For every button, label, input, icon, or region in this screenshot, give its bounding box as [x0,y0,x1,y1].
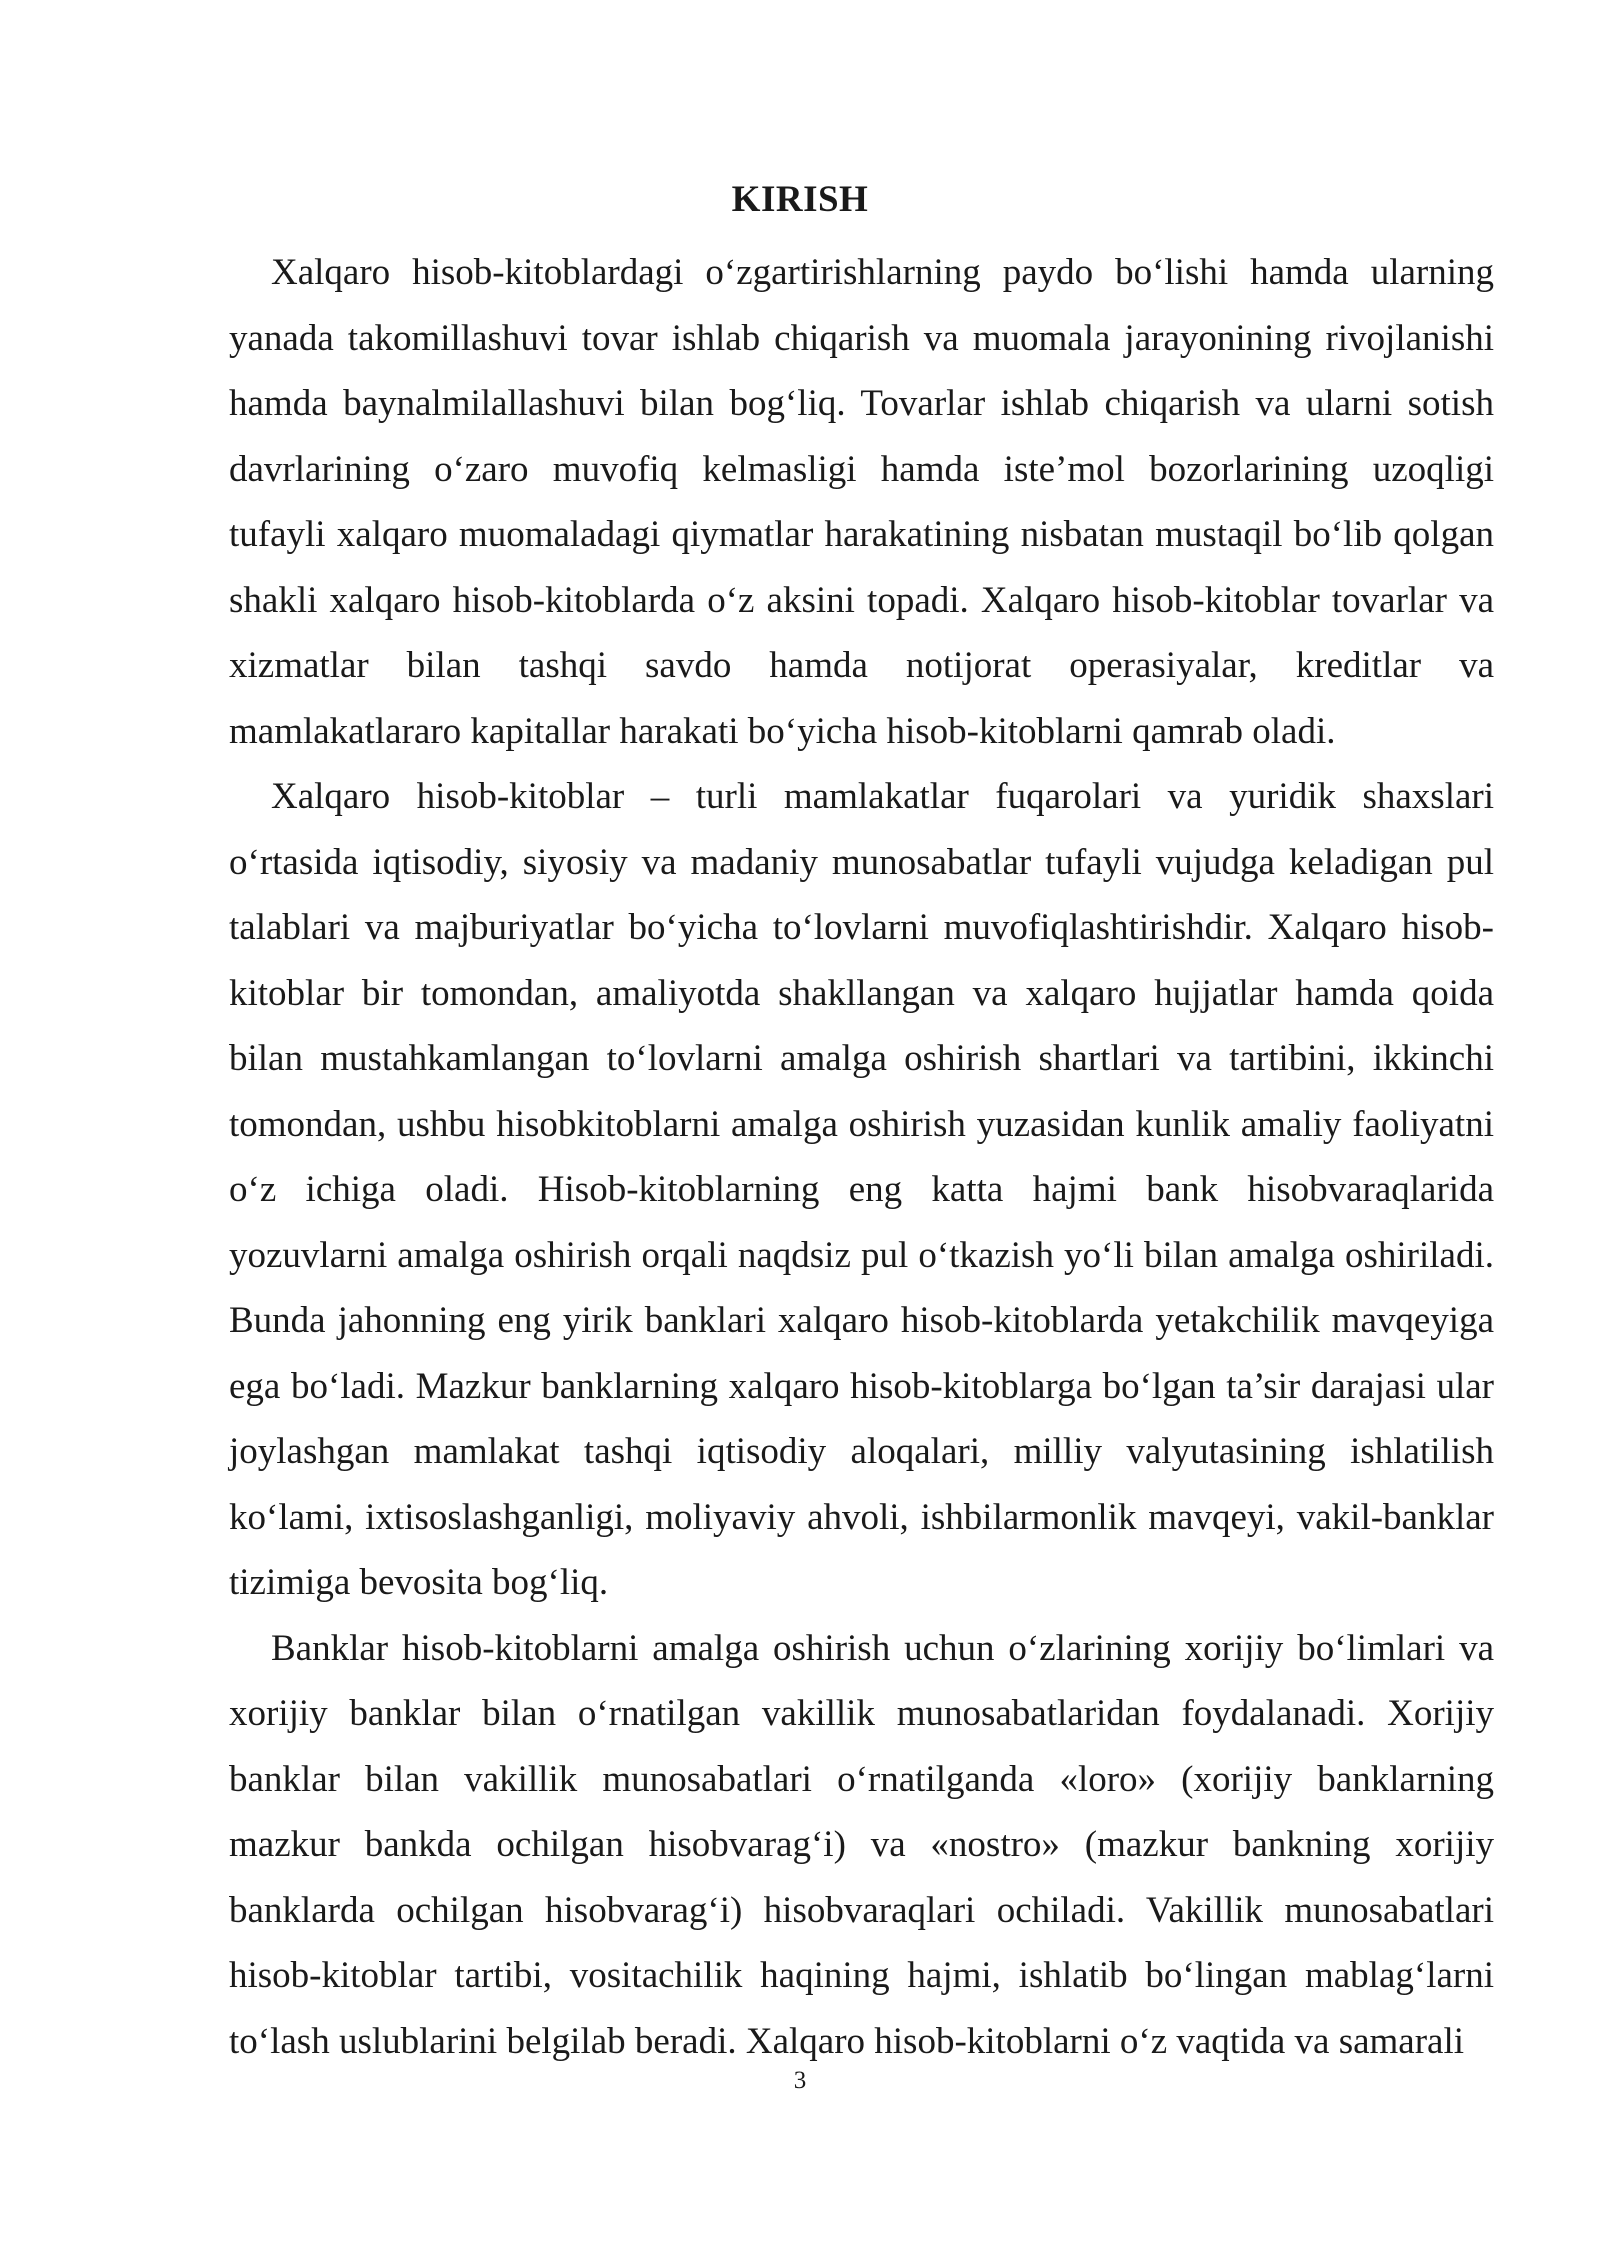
paragraph-1: Xalqaro hisob-kitoblardagi o‘zgartirishlarning paydo bo‘lishi hamda ularning yanada takomillashuvi tovar ishlab chiqarish va muomala jarayonining rivojlanishi hamda baynalmilallashuvi bilan bog‘liq. Tovarlar ishlab chiqarish va ularni sotish davrlarining o‘zaro muvofiq kelmasligi hamda iste’mol bozorlarining uzoqligi tufayli xalqaro muomaladagi qiymatlar harakatining nisbatan mustaqil bo‘lib qolgan shakli xalqaro hisob-kitoblarda o‘z aksini topadi. Xalqaro hisob-kitoblar tovarlar va xizmatlar bilan tashqi savdo hamda notijorat operasiyalar, kreditlar va mamlakatlararo kapitallar harakati bo‘yicha hisob-kitoblarni qamrab oladi. [229,252,1494,752]
paragraph-2: Xalqaro hisob-kitoblar – turli mamlakatlar fuqarolari va yuridik shaxslari o‘rtasida iqtisodiy, siyosiy va madaniy munosabatlar tufayli vujudga keladigan pul talablari va majburiyatlar bo‘yicha to‘lovlarni muvofiqlashtirishdir. Xalqaro hisob-kitoblar bir tomondan, amaliyotda shakllangan va xalqaro hujjatlar hamda qoida bilan mustahkamlangan to‘lovlarni amalga oshirish shartlari va tartibini, ikkinchi tomondan, ushbu hisobkitoblarni amalga oshirish yuzasidan kunlik amaliy faoliyatni o‘z ichiga oladi. Hisob-kitoblarning eng katta hajmi bank hisobvaraqlarida yozuvlarni amalga oshirish orqali naqdsiz pul o‘tkazish yo‘li bilan amalga oshiriladi. Bunda jahonning eng yirik banklari xalqaro hisob-kitoblarda yetakchilik mavqeyiga ega bo‘ladi. Mazkur banklarning xalqaro hisob-kitoblarga bo‘lgan ta’sir darajasi ular joylashgan mamlakat tashqi iqtisodiy aloqalari, milliy valyutasining ishlatilish ko‘lami, ixtisoslashganligi, moliyaviy ahvoli, ishbilarmonlik mavqeyi, vakil-banklar tizimiga bevosita bog‘liq. [229,776,1494,1603]
paragraph-3: Banklar hisob-kitoblarni amalga oshirish uchun o‘zlarining xorijiy bo‘limlari va xorijiy banklar bilan o‘rnatilgan vakillik munosabatlaridan foydalanadi. Xorijiy banklar bilan vakillik munosabatlari o‘rnatilganda «loro» (xorijiy banklarning mazkur bankda ochilgan hisobvarag‘i) va «nostro» (mazkur bankning xorijiy banklarda ochilgan hisobvarag‘i) hisobvaraqlari ochiladi. Vakillik munosabatlari hisob-kitoblar tartibi, vositachilik haqining hajmi, ishlatib bo‘lingan mablag‘larni to‘lash uslublarini belgilab beradi. Xalqaro hisob-kitoblarni o‘z vaqtida va samarali [229,1627,1494,2062]
page-number: 3 [793,2067,807,2094]
body-text [229,240,1494,2074]
page-title: KIRISH [731,178,869,220]
